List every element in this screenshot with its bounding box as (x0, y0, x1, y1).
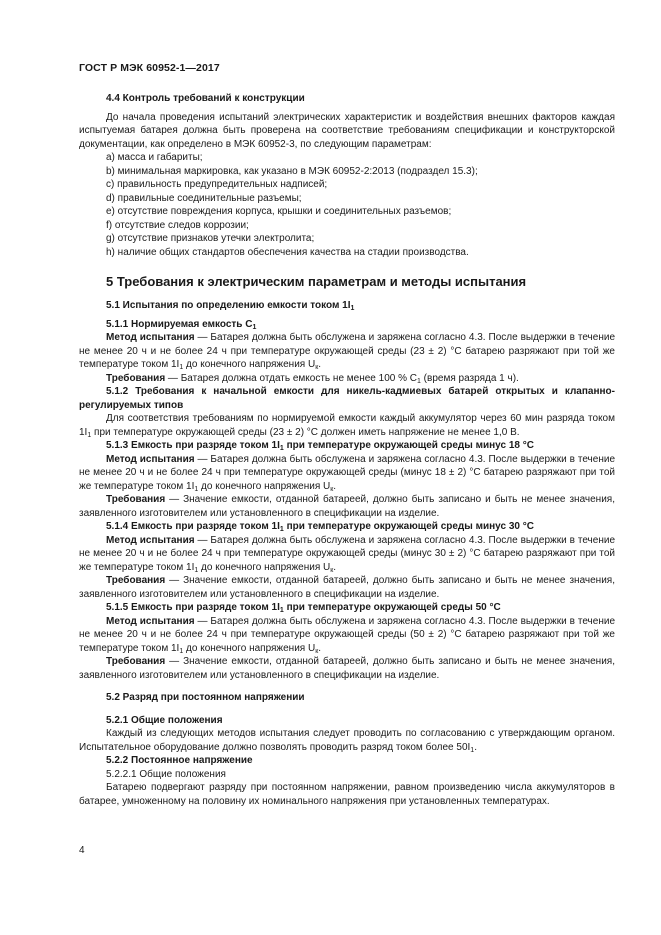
section-5-1-3-heading: 5.1.3 Емкость при разряде током $1I_1$ при температуре окружающей среды минус 18 °С (106, 440, 534, 452)
section-5-title: 5 Требования к электрическим параметрам и методы испытания (106, 274, 527, 289)
method-paragraph: Метод испытания — Батарея должна быть обслужена и заряжена согласно 4.3. После выдержки в течение не менее 20 ч и не более 24 ч при температуре окружающей среды (23 ± 2) °С батарею разряжают при той же температуре током $1I_1$ до конечного напряжения $U_к$. (79, 332, 616, 371)
section-5-1-2-heading: 5.1.2 Требования к начальной емкости для никель-кадмиевых батарей открытых и клапанно-регулируемых типов (79, 386, 615, 411)
list-item: g) отсутствие признаков утечки электролита; (106, 233, 315, 244)
paragraph: Батарею подвергают разряду при постоянном напряжении, равном произведению числа аккумуляторов в батарее, умноженному на половину их номинального напряжения при установленных температурах. (79, 782, 615, 807)
section-5-1-4-heading: 5.1.4 Емкость при разряде током $1I_1$ при температуре окружающей среды минус 30 °С (106, 521, 534, 533)
section-5-1-1-heading: 5.1.1 Нормируемая емкость $C_1$ (106, 318, 257, 331)
paragraph: Для соответствия требованиям по нормируемой емкости каждый аккумулятор через 60 мин разряда током $1I_1$ при температуре окружающей среды (23 ± 2) °С должен иметь напряжение не менее 1,0 В. (79, 413, 615, 439)
document-body (79, 92, 615, 808)
list-item: b) минимальная маркировка, как указано в МЭК 60952-2:2013 (подраздел 15.3); (106, 165, 478, 177)
list-item: h) наличие общих стандартов обеспечения качества на стадии производства. (106, 246, 469, 258)
list-item: d) правильные соединительные разъемы; (106, 192, 302, 204)
section-5-2-heading: 5.2 Разряд при постоянном напряжении (106, 692, 305, 703)
method-paragraph: Метод испытания — Батарея должна быть обслужена и заряжена согласно 4.3. После выдержки в течение не менее 20 ч и не более 24 ч при температуре окружающей среды (минус 18 ± 2) °С батарею разряжают при той же температуре током $1I_1$ до конечного напряжения $U_к$. (79, 453, 616, 493)
method-paragraph: Метод испытания — Батарея должна быть обслужена и заряжена согласно 4.3. После выдержки в течение не менее 20 ч и не более 24 ч при температуре окружающей среды (минус 30 ± 2) °С батарею разряжают при той же температуре током $1I_1$ до конечного напряжения $U_к$. (79, 534, 616, 574)
paragraph: Каждый из следующих методов испытания следует проводить по согласованию с утверждающим органом. Испытательное оборудование должно позволять проводить разряд током более $50I_1$. (79, 728, 615, 754)
method-paragraph: Метод испытания — Батарея должна быть обслужена и заряжена согласно 4.3. После выдержки в течение не менее 20 ч и не более 24 ч при температуре окружающей среды (50 ± 2) °С батарею разряжают при той же температуре током $1I_1$ до конечного напряжения $U_к$. (79, 615, 616, 655)
section-4-4-heading: 4.4 Контроль требований к конструкции (106, 93, 305, 104)
section-5-1-5-heading: 5.1.5 Емкость при разряде током $1I_1$ при температуре окружающей среды 50 °С (106, 602, 501, 614)
section-5-2-1-heading: 5.2.1 Общие положения (106, 714, 223, 726)
requirement-paragraph: Требования — Значение емкости, отданной батареей, должно быть записано и быть не менее значения, заявленного изготовителем или установленного в спецификации на изделие. (79, 656, 615, 681)
requirement-paragraph: Требования — Значение емкости, отданной батареей, должно быть записано и быть не менее значения, заявленного изготовителем или установленного в спецификации на изделие. (79, 494, 615, 519)
list-item: а) масса и габариты; (106, 152, 203, 163)
section-5-2-2-heading: 5.2.2 Постоянное напряжение (106, 755, 253, 766)
list-item: c) правильность предупредительных надписей; (106, 179, 328, 190)
requirement-paragraph: Требования — Значение емкости, отданной батареей, должно быть записано и быть не менее значения, заявленного изготовителем или установленного в спецификации на изделие. (79, 575, 615, 600)
standard-header: ГОСТ Р МЭК 60952-1—2017 (79, 62, 220, 74)
list-item: f) отсутствие следов коррозии; (106, 219, 249, 231)
list-item: e) отсутствие повреждения корпуса, крышки и соединительных разъемов; (106, 206, 452, 217)
section-4-4-intro: До начала проведения испытаний электрических характеристик и воздействия внешних факторов каждая испытуемая батарея должна быть проверена на соответствие требованиям спецификации и конструкторской документации, как определено в МЭК 60952-3, по следующим параметрам: (79, 111, 615, 150)
page-number: 4 (79, 845, 85, 856)
section-5-2-2-1-heading: 5.2.2.1 Общие положения (106, 768, 226, 780)
requirement-paragraph: Требования — Батарея должна отдать емкость не менее 100 % $C_1$ (время разряда 1 ч). (106, 372, 519, 385)
section-5-1-heading: 5.1 Испытания по определению емкости током $1I_1$ (106, 300, 355, 312)
